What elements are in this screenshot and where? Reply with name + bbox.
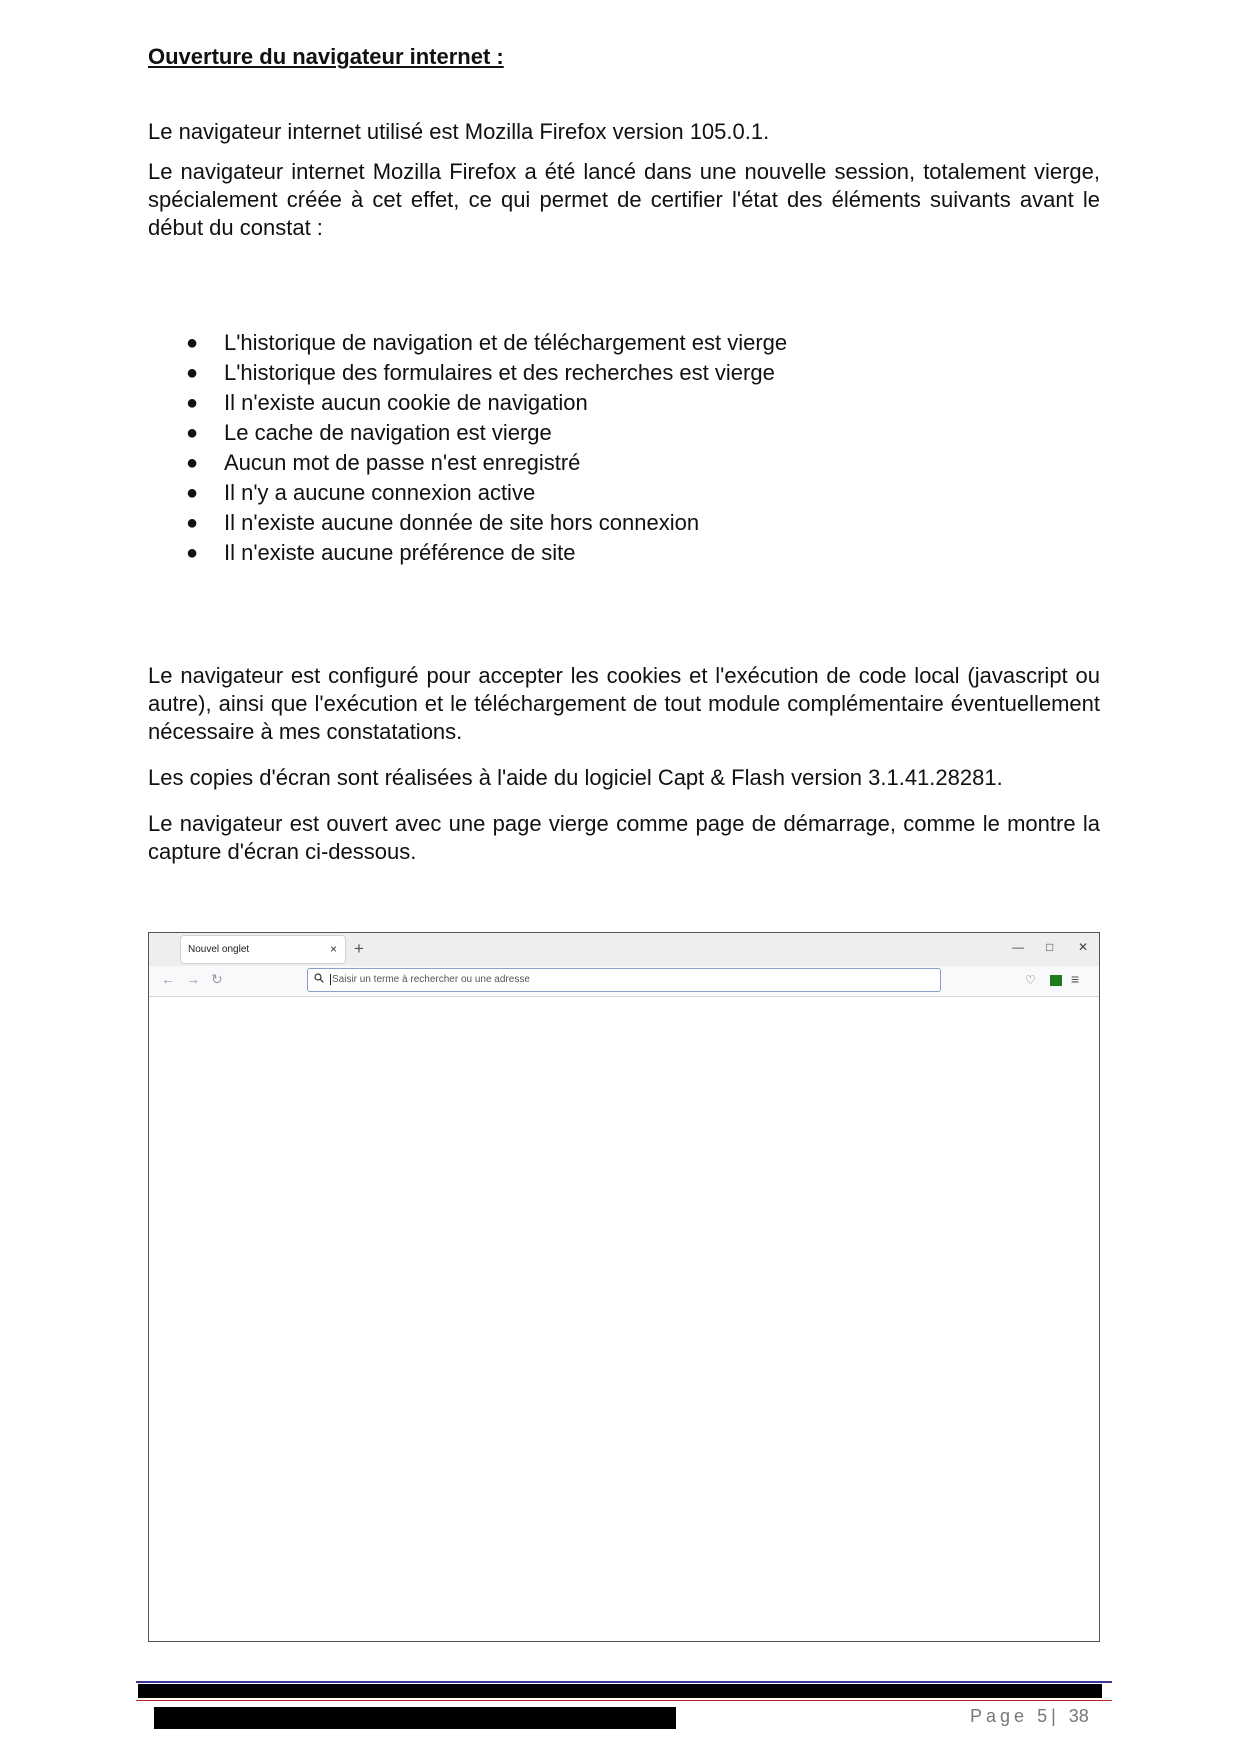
- navigation-toolbar: [149, 966, 1099, 997]
- paragraph-session: Le navigateur internet Mozilla Firefox a été lancé dans une nouvelle session, totalement vierge, spécialement créée à cet effet, ce qui permet de certifier l'état des éléments suivants avant le début du constat :: [148, 159, 1100, 240]
- back-icon[interactable]: ←: [161, 971, 175, 987]
- paragraph-capture-software: Les copies d'écran sont réalisées à l'aide du logiciel Capt & Flash version 3.1.41.28281.: [148, 765, 1003, 790]
- text-cursor: [330, 974, 331, 985]
- tab-bar: [149, 933, 1099, 966]
- search-icon: [314, 973, 324, 983]
- page-number: Page 5| 38: [970, 1706, 1089, 1726]
- bullet-icon: ●: [186, 512, 199, 534]
- list-item: ● Le cache de navigation est vierge: [186, 418, 787, 448]
- paragraph-configuration: Le navigateur est configuré pour accepter les cookies et l'exécution de code local (javascript ou autre), ainsi que l'exécution et le téléchargement de tout module complémentaire éventuellement nécessaire à mes constatations.: [148, 663, 1100, 744]
- forward-icon[interactable]: →: [186, 971, 200, 987]
- minimize-icon[interactable]: —: [1012, 940, 1024, 954]
- menu-icon[interactable]: ≡: [1071, 971, 1080, 987]
- paragraph-browser-version: Le navigateur internet utilisé est Mozilla Firefox version 105.0.1.: [148, 119, 770, 144]
- paragraph-start-page: Le navigateur est ouvert avec une page vierge comme page de démarrage, comme le montre la capture d'écran ci-dessous.: [148, 811, 1100, 864]
- bullet-icon: ●: [186, 482, 199, 504]
- bullet-list: [186, 328, 787, 568]
- url-bar[interactable]: [307, 968, 941, 992]
- footer-rule-blue: [136, 1681, 1112, 1683]
- redacted-block: [154, 1707, 676, 1729]
- list-item: ● Il n'y a aucune connexion active: [186, 478, 787, 508]
- maximize-icon[interactable]: □: [1046, 940, 1054, 954]
- tab-label: Nouvel onglet: [188, 944, 250, 955]
- footer-rule-red: [136, 1700, 1112, 1701]
- list-item: ● L'historique des formulaires et des recherches est vierge: [186, 358, 787, 388]
- bullet-icon: ●: [186, 362, 199, 384]
- bullet-icon: ●: [186, 542, 199, 564]
- list-item: ● L'historique de navigation et de téléchargement est vierge: [186, 328, 787, 358]
- tab-new-tab[interactable]: [180, 935, 346, 964]
- list-item: ● Il n'existe aucune donnée de site hors connexion: [186, 508, 787, 538]
- list-item: ● Aucun mot de passe n'est enregistré: [186, 448, 787, 478]
- footer-redaction-bar: [138, 1684, 1102, 1698]
- extension-icon[interactable]: [1050, 975, 1062, 986]
- new-tab-icon[interactable]: +: [354, 939, 364, 958]
- window-close-icon[interactable]: ✕: [1078, 940, 1089, 954]
- bullet-icon: ●: [186, 422, 199, 444]
- tab-close-icon[interactable]: ×: [329, 942, 337, 956]
- bullet-icon: ●: [186, 452, 199, 474]
- blank-page-content: [149, 997, 1099, 1641]
- bullet-icon: ●: [186, 332, 199, 354]
- list-item: ● Il n'existe aucun cookie de navigation: [186, 388, 787, 418]
- reload-icon[interactable]: ↻: [211, 971, 223, 987]
- bullet-icon: ●: [186, 392, 199, 414]
- list-item: ● Il n'existe aucune préférence de site: [186, 538, 787, 568]
- pocket-icon[interactable]: ♡: [1025, 973, 1036, 987]
- section-heading: Ouverture du navigateur internet :: [148, 44, 504, 69]
- url-placeholder: Saisir un terme à rechercher ou une adresse: [332, 974, 530, 985]
- browser-screenshot: [148, 932, 1100, 1642]
